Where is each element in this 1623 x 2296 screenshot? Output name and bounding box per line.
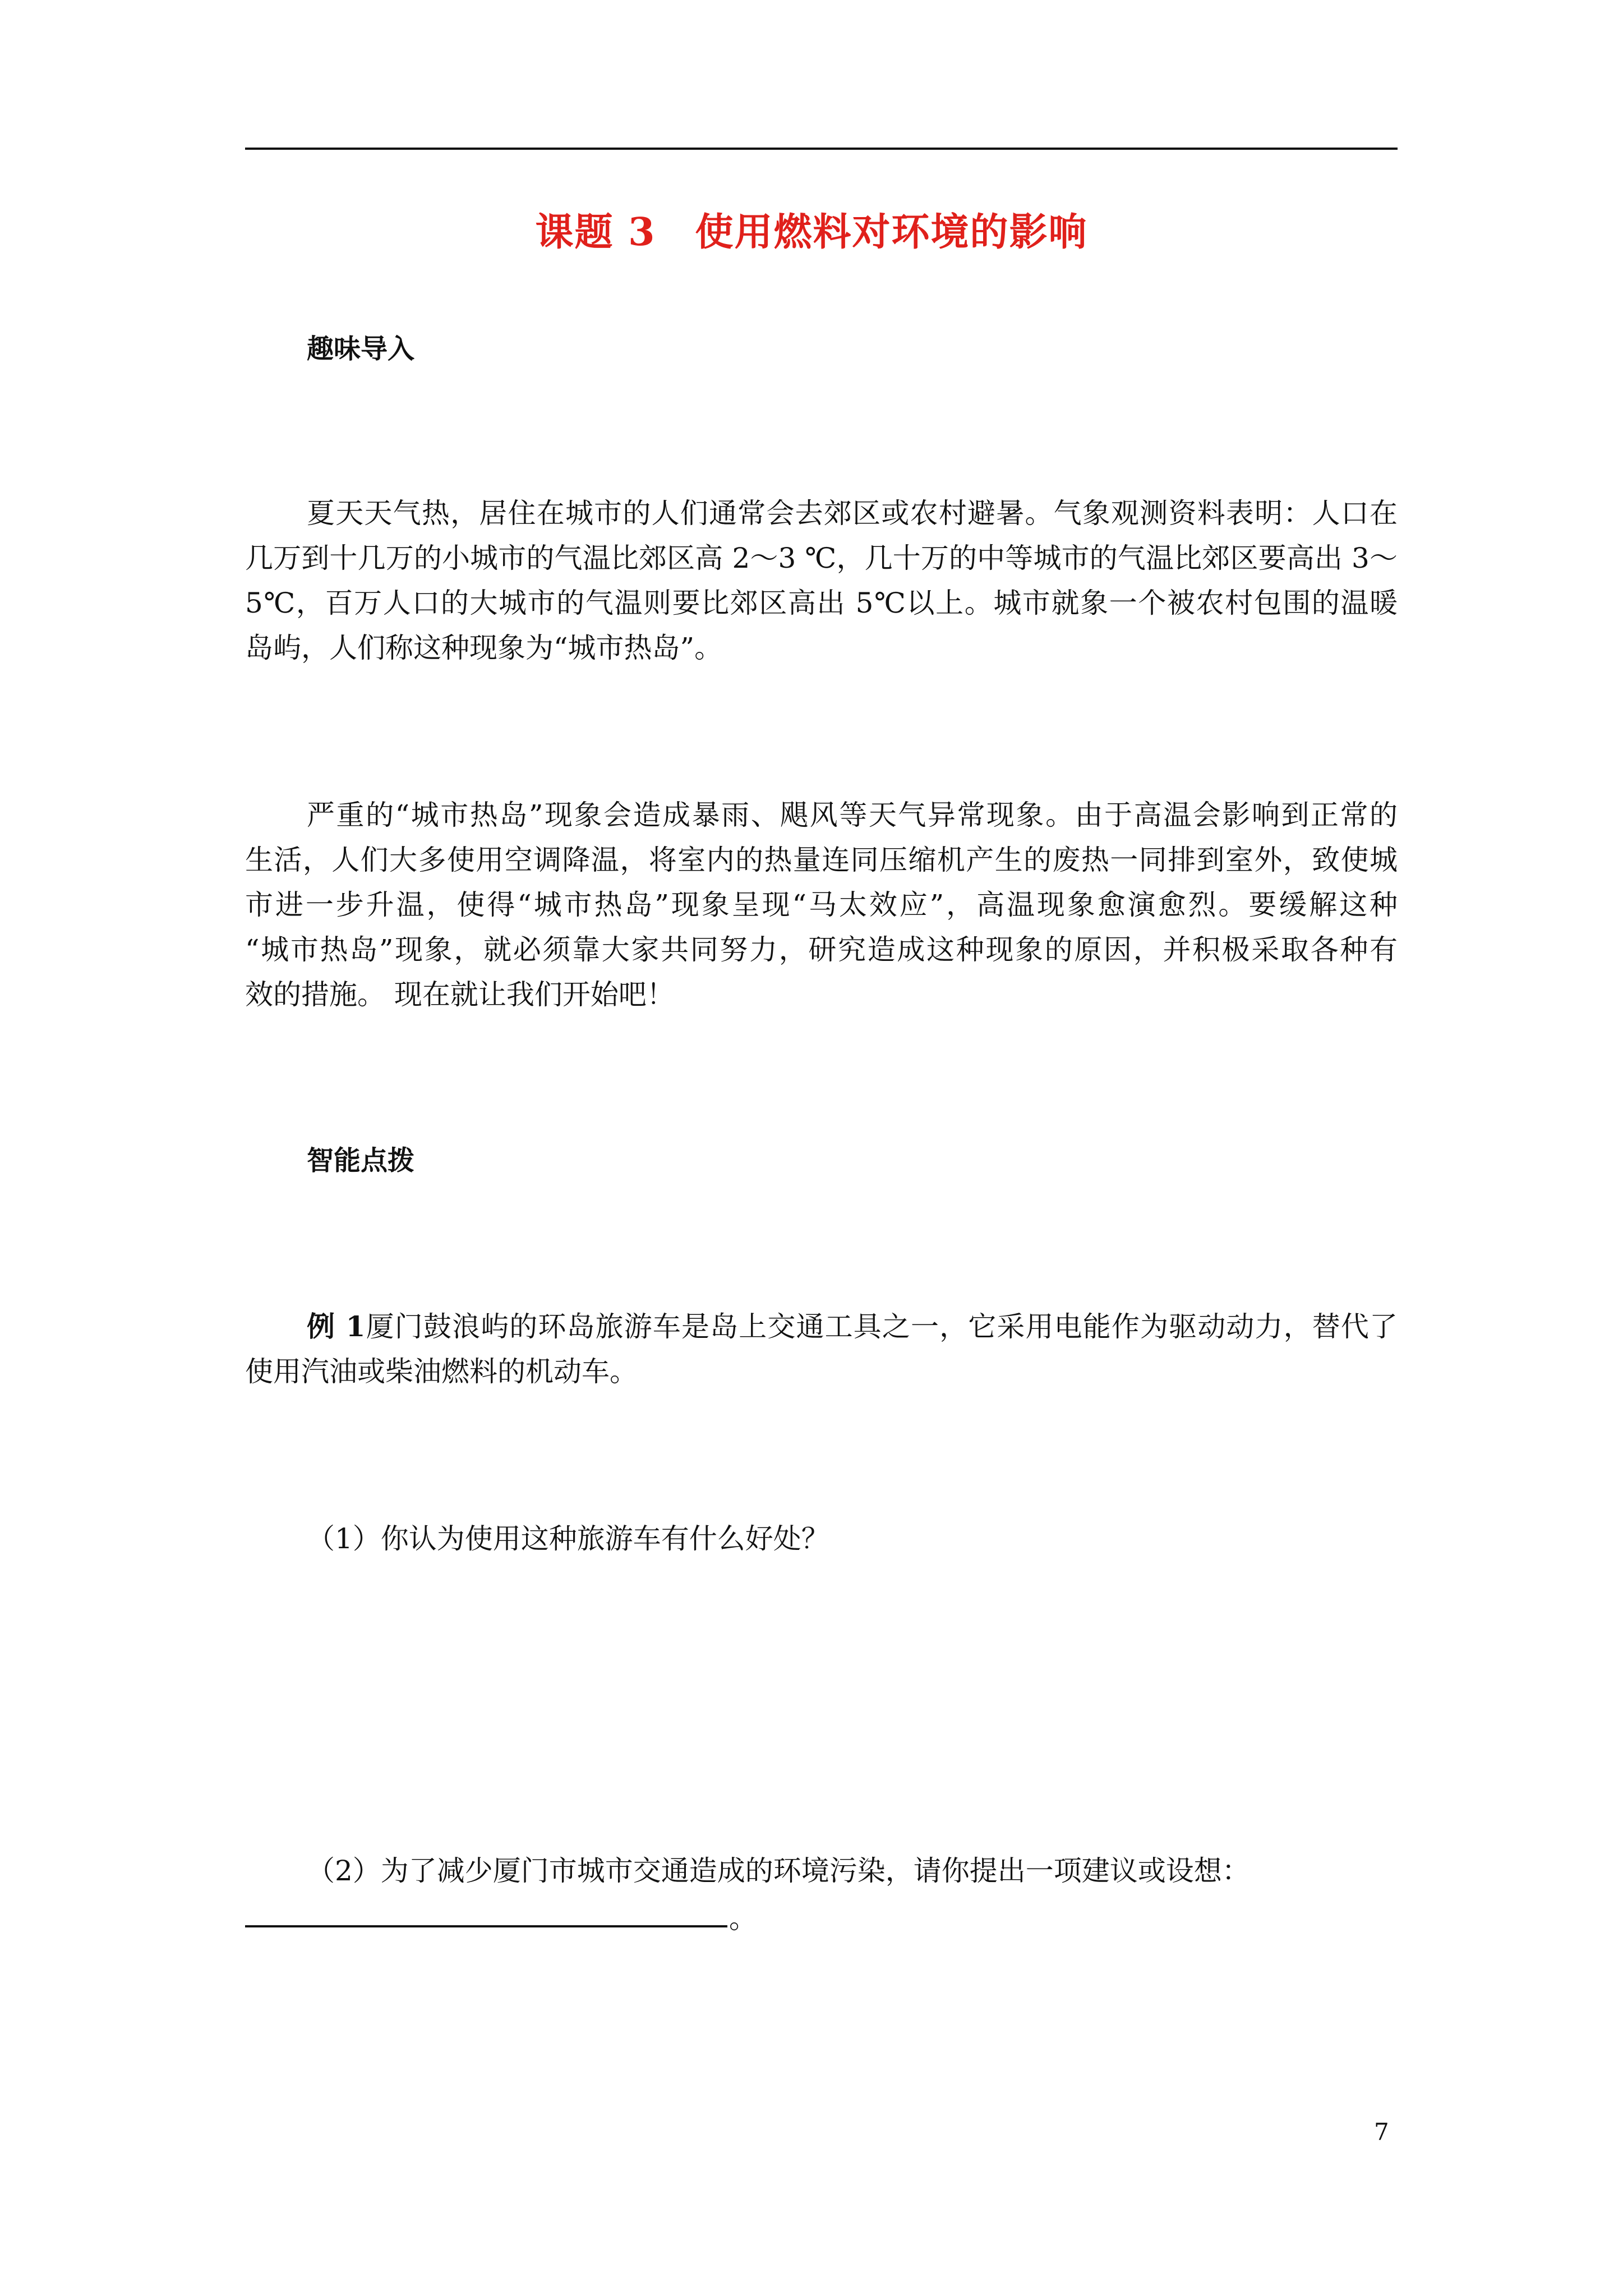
section-heading-tips: 智能点拨 xyxy=(307,1145,415,1176)
answer-end-mark: 。 xyxy=(729,1902,757,1935)
paragraph-line: 严重的“城市热岛”现象会造成暴雨、飓风等天气异常现象。由于高温会影响到正常的 xyxy=(307,799,1398,831)
paragraph-line: 市进一步升温，使得“城市热岛”现象呈现“马太效应”，高温现象愈演愈烈。要缓解这种 xyxy=(245,889,1398,921)
lesson-title: 课题 3 使用燃料对环境的影响 xyxy=(535,210,1088,255)
example-label: 例 1 xyxy=(307,1310,366,1343)
header-rule xyxy=(245,148,1398,150)
example-line: 使用汽油或柴油燃料的机动车。 xyxy=(245,1355,638,1388)
page-number: 7 xyxy=(1374,2118,1389,2146)
paragraph-line: 生活，人们大多使用空调降温，将室内的热量连同压缩机产生的废热一同排到室外，致使城 xyxy=(245,844,1398,876)
intro-paragraph-1 xyxy=(245,491,1398,670)
paragraph-line: 效的措施。 现在就让我们开始吧！ xyxy=(245,978,675,1011)
example-1 xyxy=(245,1304,1398,1394)
paragraph-line: 5℃，百万人口的大城市的气温则要比郊区高出 5℃以上。城市就象一个被农村包围的温暖 xyxy=(245,587,1398,619)
question-2: （2）为了减少厦门市城市交通造成的环境污染，请你提出一项建议或设想： xyxy=(307,1855,1250,1887)
paragraph-line: “城市热岛”现象，就必须靠大家共同努力，研究造成这种现象的原因，并积极采取各种有 xyxy=(245,933,1398,966)
paragraph-line: 几万到十几万的小城市的气温比郊区高 2～3 ℃，几十万的中等城市的气温比郊区要高出 3～ xyxy=(245,542,1398,574)
paragraph-line: 夏天天气热，居住在城市的人们通常会去郊区或农村避暑。气象观测资料表明：人口在 xyxy=(307,497,1398,530)
section-heading-intro: 趣味导入 xyxy=(307,333,415,365)
example-text: 厦门鼓浪屿的环岛旅游车是岛上交通工具之一，它采用电能作为驱动动力，替代了 xyxy=(365,1310,1398,1343)
intro-paragraph-2 xyxy=(245,793,1398,1017)
paragraph-line: 岛屿，人们称这种现象为“城市热岛”。 xyxy=(245,632,723,664)
answer-blank-line[interactable] xyxy=(245,1925,727,1927)
question-1: （1）你认为使用这种旅游车有什么好处？ xyxy=(307,1522,829,1555)
example-line xyxy=(245,1304,1398,1349)
